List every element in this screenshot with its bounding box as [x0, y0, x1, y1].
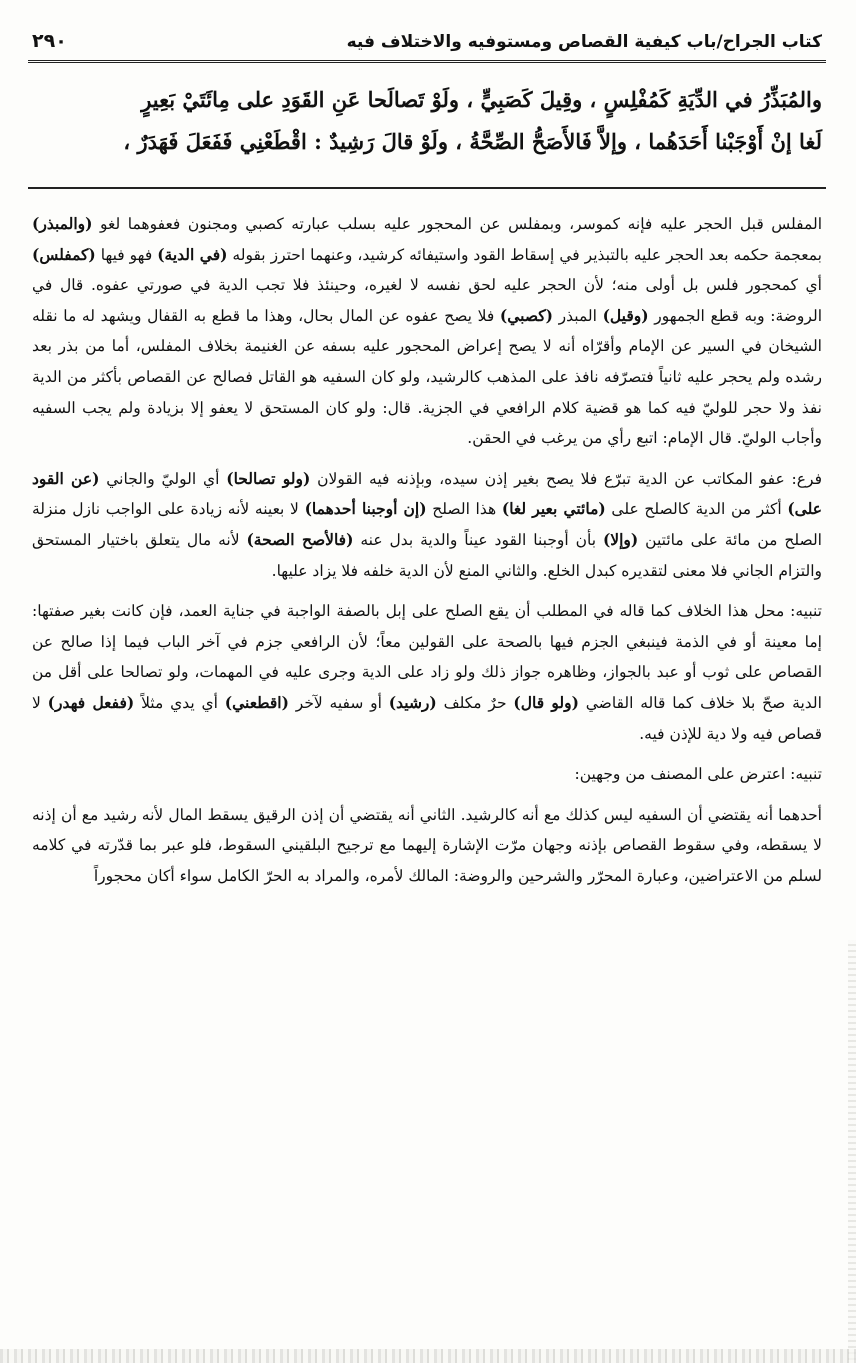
commentary-paragraph-4: تنبيه: اعترض على المصنف من وجهين: [574, 765, 822, 784]
page-number: ٢٩٠ [32, 30, 67, 52]
running-title: كتاب الجراح/باب كيفية القصاص ومستوفيه والاختلاف فيه [346, 32, 822, 52]
commentary-sharh [28, 209, 826, 891]
book-page [28, 30, 826, 897]
main-text-matn [28, 79, 826, 163]
matn-line-1: والمُبَذِّرُ في الدِّيَةِ كَمُفْلِسٍ ، وقِيلَ كَصَبِيٍّ ، ولَوْ تَصالَحا عَنِ القَوَدِ على مِائَتَيْ بَعِيرٍ [141, 87, 822, 112]
commentary-paragraph-3: تنبيه: محل هذا الخلاف كما قاله في المطلب أن يقع الصلح على إبل بالصفة الواجبة في جناية العمد، فإن كانت بغير صفتها: إما معينة أو في الذمة فينبغي الجزم فيها بالصحة على القولين معاً؛ لأن الرافعي جزم في آخر الباب فيما إذا صالح عن القصاص على ثوب أو عبد بالجواز، وظاهره جواز ذلك ولو زاد على الدية وجرى عليه في المهمات، ولو تصالحا على أقل من الدية صحّ بلا خلاف كما قاله القاضي (ولو قال) حرٌ مكلف (رشيد) أو سفيه لآخر (اقطعني) أي يدي مثلاً (ففعل فهدر) لا قصاص فيه ولا دية للإذن فيه. [32, 602, 822, 743]
text-separator-rule [28, 187, 826, 189]
scan-edge-right [848, 940, 856, 1360]
matn-line-2: لَغا إنْ أَوْجَبْنا أَحَدَهُما ، وإلاَّ فَالأَصَحُّ الصِّحَّةُ ، ولَوْ قالَ رَشِيدٌ : اقْطَعْنِي فَفَعَلَ فَهَدَرٌ ، [123, 129, 822, 154]
commentary-paragraph-2: فرع: عفو المكاتب عن الدية تبرّع فلا يصح بغير إذن سيده، وبإذنه فيه القولان (ولو تصالحا) أي الوليّ والجاني (عن القود على) أكثر من الدية كالصلح على (مائتي بعير لغا) هذا الصلح (إن أوجبنا أحدهما) لا بعينه لأنه زيادة على الواجب نازل منزلة الصلح من مائة على مائتين (وإلا) بأن أوجبنا القود عيناً والدية بدل عنه (فالأصح الصحة) لأنه مال يتعلق باختيار المستحق والتزام الجاني فلا معنى لتقديره كبدل الخلع. والثاني المنع لأن الدية خلفه فلا يزاد عليها. [32, 468, 822, 580]
commentary-paragraph-5: أحدهما أنه يقتضي أن السفيه ليس كذلك مع أنه كالرشيد. الثاني أنه يقتضي أن إذن الرقيق يسقط المال لأنه رشيد مع أن إذنه لا يسقطه، وفي سقوط القصاص بإذنه وجهان مرّت الإشارة إليهما مع ترجيح البلقيني السقوط، فلو عبر بما قدّرته في كلامه لسلم من الاعتراضين، وعبارة المحرّر والشرحين والروضة: المالك لأمره، والمراد به الحرّ الكامل سواء أكان محجوراً [32, 805, 822, 885]
scan-edge-bottom [0, 1349, 856, 1363]
page-header [28, 30, 826, 63]
commentary-paragraph-1: المفلس قبل الحجر عليه فإنه كموسر، وبمفلس عن المحجور عليه بسلب عبارته كصبي ومجنون فعفوهما لغو (والمبذر) بمعجمة حكمه بعد الحجر عليه بالتبذير في إسقاط القود واستيفائه كرشيد، وعنهما احترز بقوله (في الدية) فهو فيها (كمفلس) أي كمحجور فلس بل أولى منه؛ لأن الحجر عليه لحق نفسه لا لغيره، وحينئذ فلا تجب الدية في صورتي عفوه. قال في الروضة: وبه قطع الجمهور (وقيل) المبذر (كصبي) فلا يصح عفوه عن المال بحال، وهذا ما قطع به القفال ويشهد له ما نقله الشيخان في السير عن الإمام وأقرّاه أنه لا يصح إعراض المحجور عليه بسفه عن الغنيمة بخلاف المفلس، أما من بذر بعد رشده ولم يحجر عليه ثانياً فتصرّفه نافذ على المذهب كالرشيد، ولو كان السفيه هو القاتل فصالح عن القصاص بأكثر من الدية نفذ ولا حجر للوليّ فيه كما هو قضية كلام الرافعي في الجزية. قال: ولو كان المستحق لا يعفو إلا بزيادة ولم يجب السفيه وأجاب الوليّ. قال الإمام: اتبع رأي من يرغب في الحقن. [32, 214, 823, 448]
